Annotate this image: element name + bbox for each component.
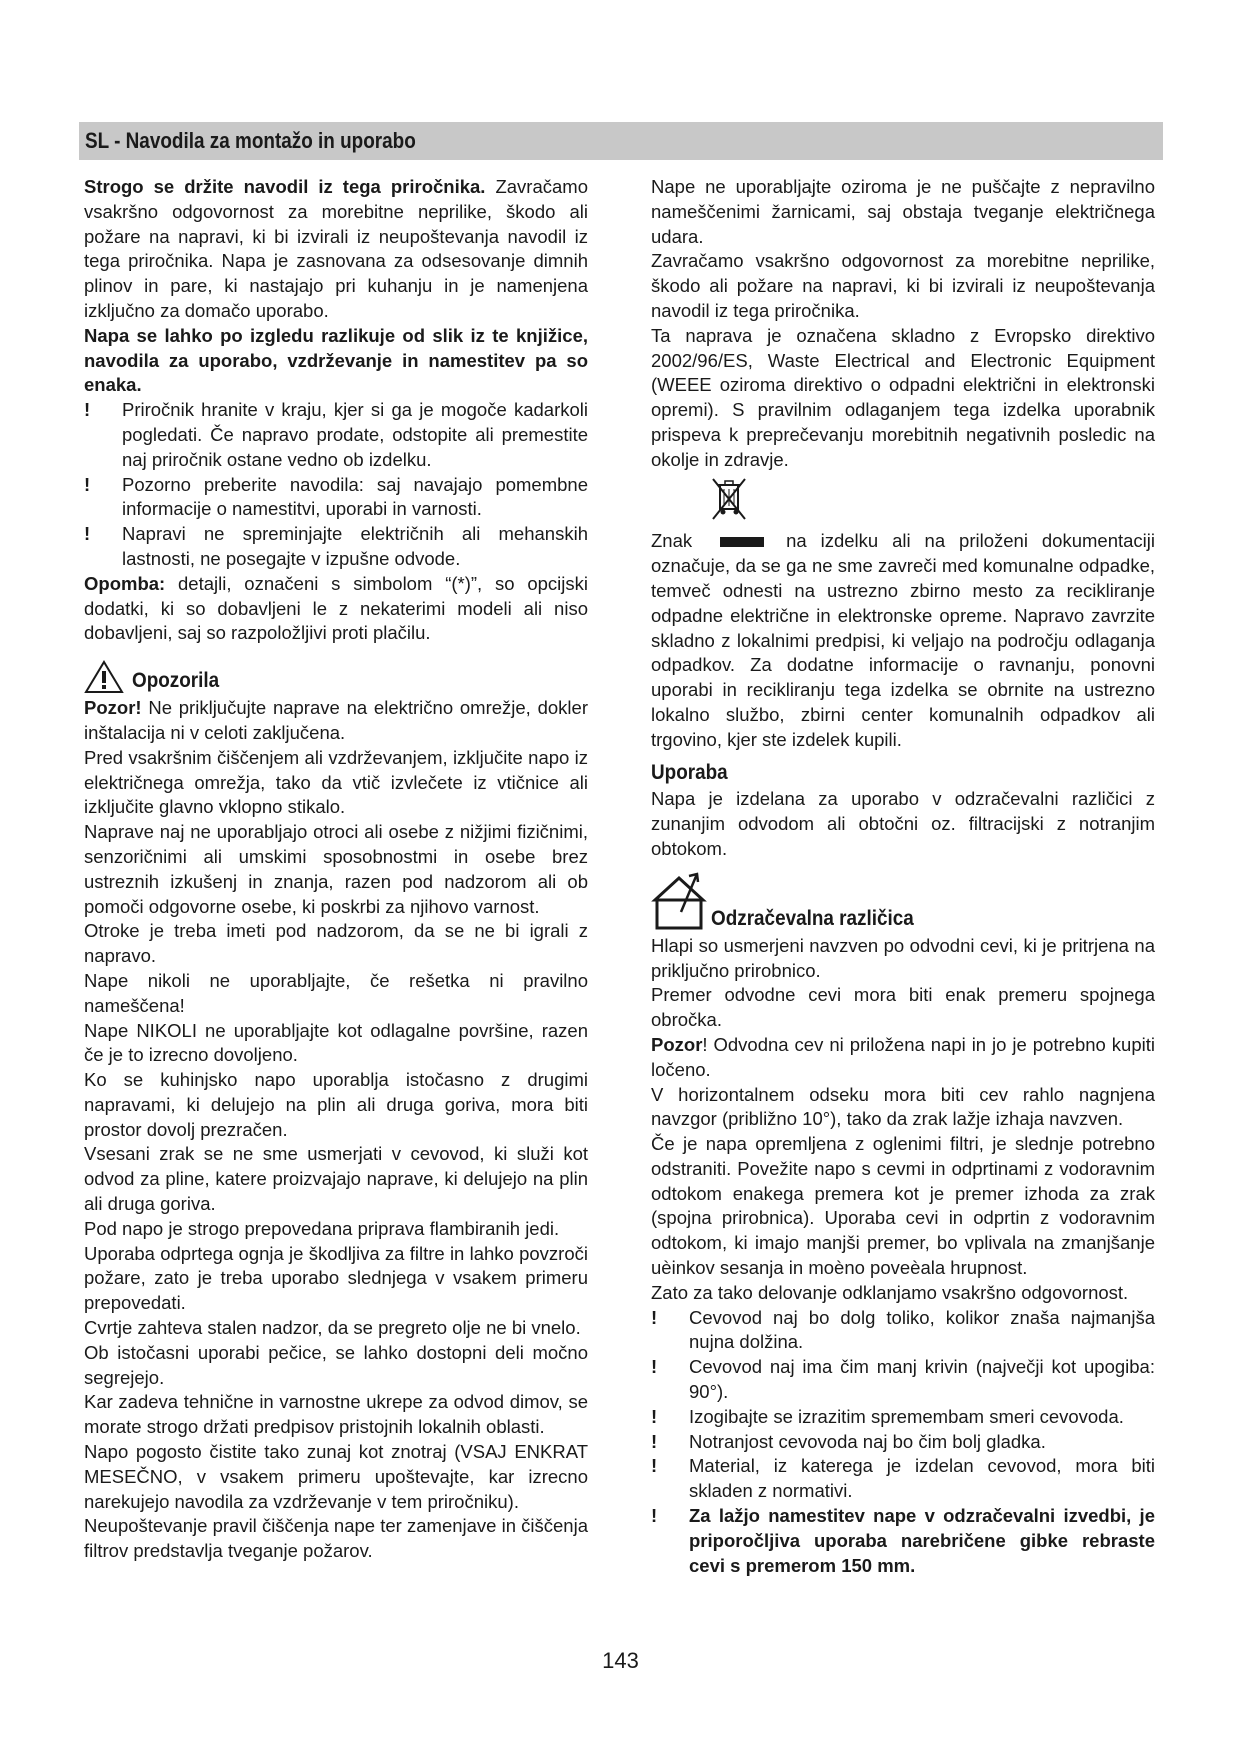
note-label: Opomba: — [84, 572, 166, 594]
warning-item: Nape nikoli ne uporabljajte, če rešetka ni pravilno nameščena! — [84, 969, 588, 1016]
intro-bold: Strogo se držite navodil iz tega priročnika. — [84, 176, 486, 197]
warning-item: Cvrtje zahteva stalen nadzor, da se pregreto olje ne bi vnelo. — [84, 1317, 581, 1339]
warning-item: Nape NIKOLI ne uporabljajte kot odlagalne površine, razen če je to izrecno dovoljeno. — [84, 1019, 588, 1066]
vent-warning: Pozor! Odvodna cev ni priložena napi in jo je potrebno kupiti ločeno. — [651, 1033, 1155, 1080]
vent-paragraph: Zato za tako delovanje odklanjamo vsakršno odgovornost. — [651, 1281, 1129, 1303]
bullet-item: ! Priročnik hranite v kraju, kjer si ga je mogoče kadarkoli pogledati. Če napravo prodate, odstopite ali premestite naj priročnik ostane vedno ob izdelku. — [84, 399, 588, 470]
crossed-bin-icon — [709, 477, 749, 523]
final-recommendation: ! Za lažjo namestitev nape v odzračevalni izvedbi, je priporočljiva uporaba narebričene gibke rebraste cevi s premerom 150 mm. — [651, 1505, 1155, 1576]
note-text: detajli, označeni s simbolom “(*)”, so opcijski dodatki, ki so dobavljeni le z nekaterimi modeli ali niso dobavljeni, saj so razpoložljivi proti plačilu. — [84, 572, 588, 644]
right-column — [651, 175, 1155, 1578]
paragraph: Nape ne uporabljajte oziroma je ne puščajte z nepravilno nameščenimi žarnicami, saj obstaja tveganje električnega udara. — [651, 176, 1155, 247]
warning-item: Ob istočasni uporabi pečice, se lahko dostopni deli močno segrejejo. — [84, 1341, 588, 1388]
weee-paragraph: Znak na izdelku ali na priloženi dokumentaciji označuje, da se ga ne sme zavreči med komunalne odpadke, temveč odnesti na ustrezno zbirno mesto za recikliranje odpadne električne in elektronske opreme. Napravo zavrzite skladno z lokalnimi predpisi, ki veljajo na področju odlaganja odpadkov. Za dodatne informacije o ravnanju, ponovni uporabi in recikliranju tega izdelka se obrnite na ustrezno lokalno službo, zbirni center komunalnih odpadkov ali trgovino, kjer ste izdelek kupili. — [651, 530, 1155, 750]
vent-paragraph: Premer odvodne cevi mora biti enak premeru spojnega obročka. — [651, 984, 1155, 1031]
warning-item: Pred vsakršnim čiščenjem ali vzdrževanjem, izključite napo iz električnega omrežja, tako da vtič izvlečete iz vtičnice ali izključite glavno vklopno stikalo. — [84, 746, 588, 818]
warning-item: Otroke je treba imeti pod nadzorom, da se ne bi igrali z napravo. — [84, 920, 588, 967]
bullet-item: ! Cevovod naj bo dolg toliko, kolikor znaša najmanjša nujna dolžina. — [651, 1306, 1155, 1353]
warning-item: Vsesani zrak se ne sme usmerjati v cevovod, ki služi kot odvod za pline, katere proizvajajo naprave, ki delujejo na plin ali druga goriva. — [84, 1143, 588, 1215]
warning-item: Kar zadeva tehnične in varnostne ukrepe za odvod dimov, se morate strogo držati predpisov pristojnih lokalnih oblasti. — [84, 1391, 588, 1438]
bullet-item: ! Pozorno preberite navodila: saj navajajo pomembne informacije o namestitvi, uporabi in varnosti. — [84, 473, 588, 520]
bullet-item: ! Cevovod naj ima čim manj krivin (največji kot upogiba: 90°). — [651, 1356, 1155, 1403]
appearance-note: Napa se lahko po izgledu razlikuje od slik iz te knjižice, navodila za uporabo, vzdrževanje in namestitev pa so enaka. — [84, 324, 588, 396]
note-paragraph — [84, 572, 588, 646]
section-header-bar — [79, 122, 1163, 160]
warning-item: Pod napo je strogo prepovedana priprava flambiranih jedi. — [84, 1217, 560, 1239]
warning-item: Napo pogosto čistite tako zunaj kot znotraj (VSAJ ENKRAT MESEČNO, v vsakem primeru upoštevajte, kar izrecno narekujejo navodila za vzdrževanje v tem priročniku). — [84, 1441, 588, 1512]
bullet-item: ! Notranjost cevovoda naj bo čim bolj gladka. — [651, 1430, 1046, 1452]
intro-text: Zavračamo vsakršno odgovornost za morebitne neprilike, škodo ali požare na napravi, ki bi izvirali iz neupoštevanja navodil iz tega priročnika. Napa je zasnovana za odsesovanje dimnih plinov in pare, ki nastajajo pri kuhanju in je namenjena izključno za domačo uporabo. — [84, 176, 588, 321]
vent-paragraph: Hlapi so usmerjeni navzven po odvodni cevi, ki je pritrjena na priključno prirobnico. — [651, 934, 1155, 981]
page-number: 143 — [602, 1648, 639, 1673]
left-column — [84, 175, 588, 1564]
vent-heading: Odzračevalna različica — [651, 872, 1155, 932]
ducted-hood-icon — [651, 872, 707, 932]
bullet-item: ! Izogibajte se izrazitim spremembam smeri cevovoda. — [651, 1405, 1124, 1427]
use-paragraph: Napa je izdelana za uporabo v odzračevalni različici z zunanjim odvodom ali obtočni oz. filtracijski z notranjim obtokom. — [651, 788, 1155, 859]
warning-item: Ko se kuhinjsko napo uporablja istočasno z drugimi napravami, ki delujejo na plin ali druga goriva, mora biti prostor dovolj prezračen. — [84, 1069, 588, 1140]
warning-triangle-icon — [84, 660, 124, 694]
warnings-heading: Opozorila — [84, 660, 588, 694]
warning-first: Pozor! Ne priključujte naprave na električno omrežje, dokler inštalacija ni v celoti zaključena. — [84, 697, 588, 743]
paragraph: Zavračamo vsakršno odgovornost za morebitne neprilike, škodo ali požare na napravi, ki bi izvirali iz neupoštevanja navodil iz tega priročnika. — [651, 250, 1155, 321]
bullet-item: ! Napravi ne spreminjajte električnih ali mehanskih lastnosti, ne posegajte v izpušne odvode. — [84, 523, 588, 569]
bullet-item: ! Material, iz katerega je izdelan cevovod, mora biti skladen z normativi. — [651, 1455, 1155, 1502]
warning-item: Neupoštevanje pravil čiščenja nape ter zamenjave in čiščenja filtrov predstavlja tveganje požarov. — [84, 1515, 588, 1562]
warning-item: Naprave naj ne uporabljajo otroci ali osebe z nižjimi fizičnimi, senzoričnimi ali umskimi sposobnostmi in osebe brez ustreznih izkušenj in znanja, razen pod nadzorom ali ob pomoči odgovorne osebe, ki poskrbi za njihovo varnost. — [84, 821, 588, 917]
vent-paragraph: V horizontalnem odseku mora biti cev rahlo nagnjena navzgor (približno 10°), tako da zrak lažje izhaja navzven. — [651, 1083, 1155, 1130]
warning-item: Uporaba odprtega ognja je škodljiva za filtre in lahko povzroči požare, zato je treba uporabo slednjega v vsakem primeru prepovedati. — [84, 1242, 588, 1314]
section-title: SL - Navodila za montažo in uporabo — [85, 128, 416, 153]
intro-paragraph — [84, 175, 588, 324]
use-heading: Uporaba — [651, 760, 728, 784]
paragraph: Ta naprava je označena skladno z Evropsko direktivo 2002/96/ES, Waste Electrical and Electronic Equipment (WEEE oziroma direktivo o odpadni električni in elektronski opremi). S pravilnim odlaganjem tega izdelka uporabnik prispeva k preprečevanju morebitnih negativnih posledic na okolje in zdravje. — [651, 324, 1155, 470]
weee-bar-icon — [720, 537, 764, 547]
vent-paragraph: Če je napa opremljena z oglenimi filtri, je slednje potrebno odstraniti. Povežite napo s cevmi in odprtinami z vodoravnim odtokom enakega premera kot je premer izhoda za zrak (spojna prirobnica). Uporaba cevi in odprtin z vodoravnim odtokom, ki imajo manjši premer, bo vplivala na zmanjšanje uèinkov sesanja in moèno poveèala hrupnost. — [651, 1133, 1155, 1279]
